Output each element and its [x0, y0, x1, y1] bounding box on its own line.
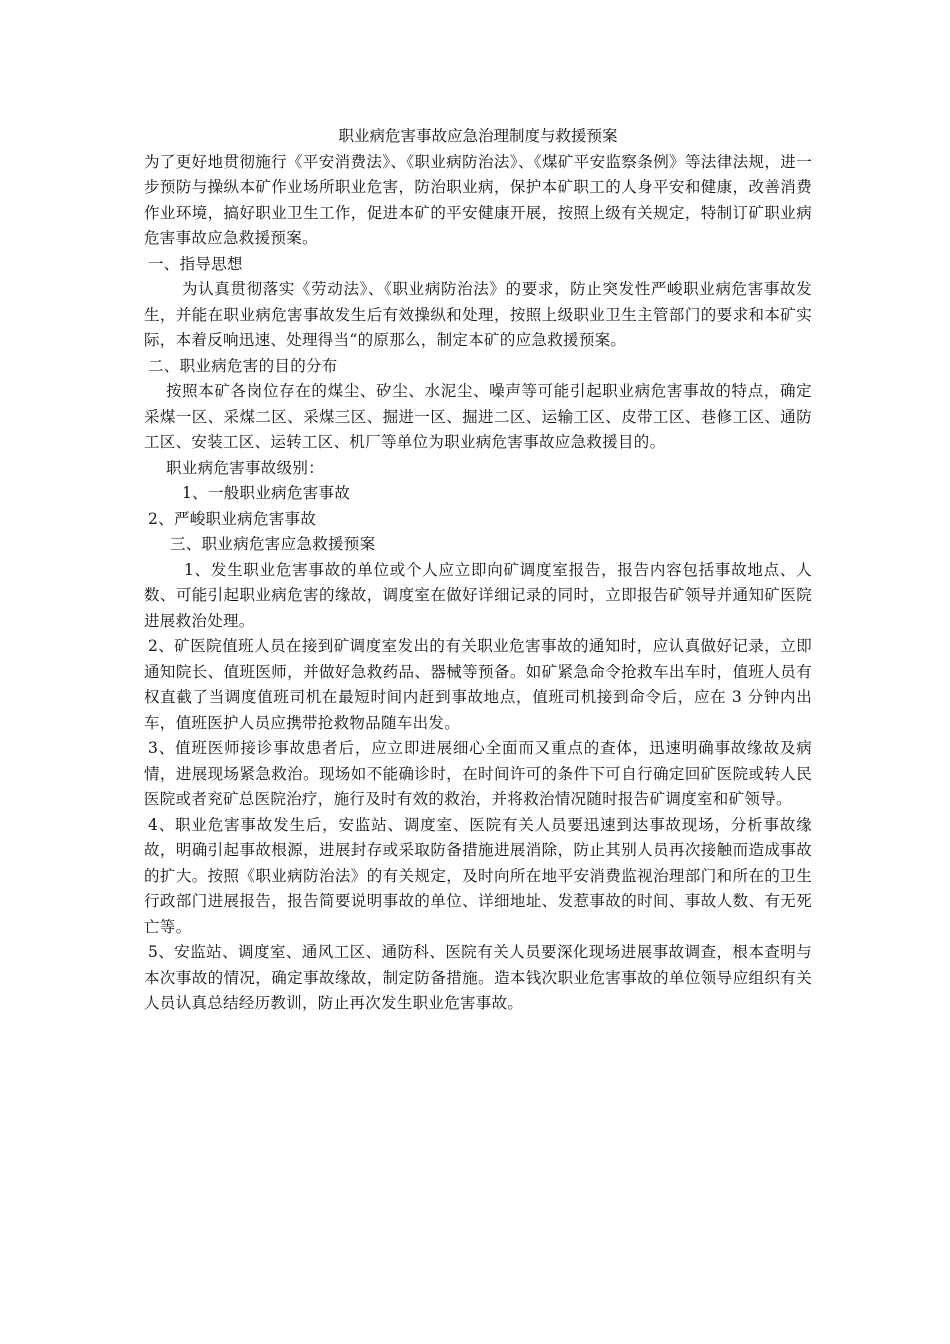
guiding-thought-paragraph: 为认真贯彻落实《劳动法》、《职业病防治法》的要求，防止突发性严峻职业病危害事故发生，并能在职业病危害事故发生后有效操纵和处理，按照上级职业卫生主管部门的要求和本矿实际，本着反响迅速、处理得当“的原那么，制定本矿的应急救援预案。 — [144, 280, 812, 349]
hazard-distribution-paragraph: 按照本矿各岗位存在的煤尘、矽尘、水泥尘、噪声等可能引起职业病危害事故的特点，确定采煤一区、采煤二区、采煤三区、掘进一区、掘进二区、运输工区、皮带工区、巷修工区、通防工区、安装工区、运转工区、机厂等单位为职业病危害事故应急救援目的。 — [144, 382, 812, 451]
accident-level-2: 2、严峻职业病危害事故 — [148, 509, 317, 528]
rescue-step-3: 3、值班医师接诊事故患者后，应立即进展细心全面而又重点的查体，迅速明确事故缘故及病情，进展现场紧急救治。现场如不能确诊时，在时间许可的条件下可自行确定回矿医院或转人民医院或者兖矿总医院治疗，施行及时有效的救治，并将救治情况随时报告矿调度室和矿领导。 — [144, 739, 812, 808]
section-heading-guiding-thought: 一、指导思想 — [148, 254, 243, 273]
rescue-step-4: 4、职业危害事故发生后，安监站、调度室、医院有关人员要迅速到达事故现场，分析事故缘故，明确引起事故根源，进展封存或采取防备措施进展消除，防止其别人员再次接触而造成事故的扩大。按照《职业病防治法》的有关规定，及时向所在地平安消费监视治理部门和所在的卫生行政部门进展报告，报告简要说明事故的单位、详细地址、发惹事故的时间、事故人数、有无死亡等。 — [144, 815, 812, 936]
accident-level-heading: 职业病危害事故级别： — [166, 458, 325, 477]
rescue-step-2: 2、矿医院值班人员在接到矿调度室发出的有关职业危害事故的通知时，应认真做好记录，立即通知院长、值班医师，并做好急救药品、器械等预备。如矿紧急命令抢救车出车时，值班人员有权直截了当调度值班司机在最短时间内赶到事故地点，值班司机接到命令后，应在 3 分钟内出车，值班医护人员应携带抢救物品随车出发。 — [144, 637, 812, 732]
rescue-step-1: 1、发生职业危害事故的单位或个人应立即向矿调度室报告，报告内容包括事故地点、人数、可能引起职业病危害的缘故，调度室在做好详细记录的同时，立即报告矿领导并通知矿医院进展救治处理。 — [144, 560, 812, 630]
document-body — [144, 124, 812, 1017]
accident-level-1: 1、一般职业病危害事故 — [182, 484, 351, 502]
section-heading-hazard-distribution: 二、职业病危害的目的分布 — [148, 356, 338, 375]
section-heading-rescue-plan: 三、职业病危害应急救援预案 — [170, 535, 376, 553]
intro-paragraph: 为了更好地贯彻施行《平安消费法》、《职业病防治法》、《煤矿平安监察条例》等法律法规，进一步预防与操纵本矿作业场所职业危害，防治职业病，保护本矿职工的人身平安和健康，改善消费作业环境，搞好职业卫生工作，促进本矿的平安健康开展，按照上级有关规定，特制订矿职业病危害事故应急救援预案。 — [144, 152, 812, 247]
document-title: 职业病危害事故应急治理制度与救援预案 — [338, 127, 618, 145]
rescue-step-5: 5、安监站、调度室、通风工区、通防科、医院有关人员要深化现场进展事故调查，根本查明与本次事故的情况，确定事故缘故，制定防备措施。造本钱次职业危害事故的单位领导应组织有关人员认真总结经历教训，防止再次发生职业危害事故。 — [144, 943, 812, 1012]
